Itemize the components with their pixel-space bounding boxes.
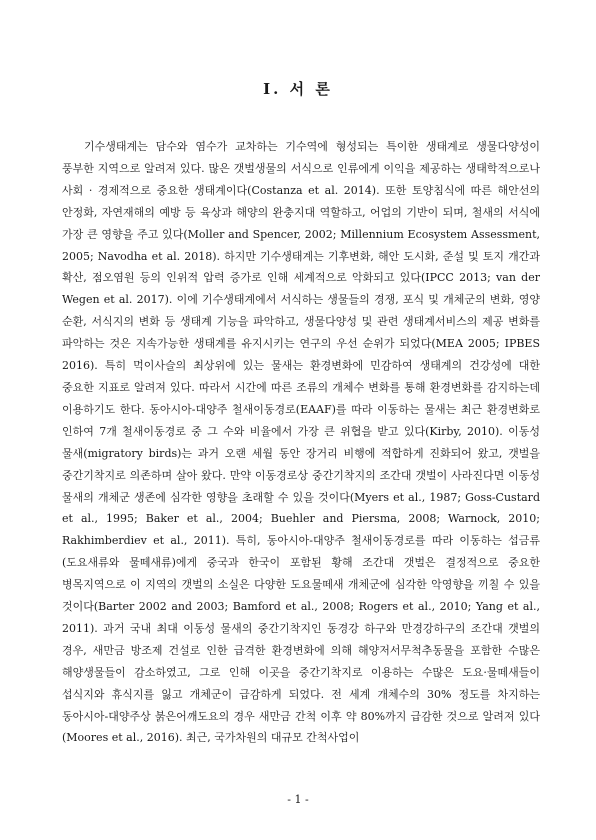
page-number: - 1 - bbox=[287, 793, 309, 806]
section-title: Ⅰ. 서 론 bbox=[263, 80, 333, 98]
body-paragraph: 기수생태계는 담수와 염수가 교차하는 기수역에 형성되는 특이한 생태계로 생물다양성이 풍부한 지역으로 알려져 있다. 많은 갯벌생물의 서식으로 인류에게 이익을 제공하는 생태학적으로나 사회 · 경제적으로 중요한 생태계이다(Costanza et al. 2014). 또한 토양침식에 따른 해안선의 안정화, 자연재해의 예방 등 육상과 해양의 완충지대 역할하고, 어업의 기반이 되며, 철새의 서식에 가장 큰 영향을 주고 있다(Moller and Spencer, 2002; Millennium Ecosystem Assessment, 2005; Navodha et al. 2018). 하지만 기수생태계는 기후변화, 해안 도시화, 준설 및 토지 개간과 확산, 점오염원 등의 인위적 압력 증가로 인해 세계적으로 악화되고 있다(IPCC 2013; van der Wegen et al. 2017). 이에 기수생태계에서 서식하는 생물들의 경쟁, 포식 및 개체군의 변화, 영양 순환, 서식지의 변화 등 생태계 기능을 파악하고, 생물다양성 및 관련 생태계서비스의 제공 변화를 파악하는 것은 지속가능한 생태계를 유지시키는 연구의 우선 순위가 되었다(MEA 2005; IPBES 2016). 특히 먹이사슬의 최상위에 있는 물새는 환경변화에 민감하여 생태계의 건강성에 대한 중요한 지표로 알려져 있다. 따라서 시간에 따른 조류의 개체수 변화를 통해 환경변화를 감지하는데 이용하기도 한다. 동아시아-대양주 철새이동경로(EAAF)를 따라 이동하는 물새는 최근 환경변화로 인하여 7개 철새이동경로 중 그 수와 비율에서 가장 큰 위협을 받고 있다(Kirby, 2010). 이동성 물새(migratory birds)는 과거 오랜 세월 동안 장거리 비행에 적합하게 진화되어 왔고, 갯벌을 중간기착지로 의존하며 살아 왔다. 만약 이동경로상 중간기착지의 조간대 갯벌이 사라진다면 이동성 물새의 개체군 생존에 심각한 영향을 초래할 수 있을 것이다(Myers et al., 1987; Goss-Custard et al., 1995; Baker et al., 2004; Buehler and Piersma, 2008; Warnock, 2010; Rakhimberdiev et al., 2011). 특히, 동아시아-대양주 철새이동경로를 따라 이동하는 섭금류(도요새류와 물떼새류)에게 중국과 한국이 포함된 황해 조간대 갯벌은 결정적으로 중요한 병목지역으로 이 지역의 갯벌의 소실은 다양한 도요물떼새 개체군에 심각한 악영향을 끼칠 수 있을 것이다(Barter 2002 and 2003; Bamford et al., 2008; Rogers et al., 2010; Yang et al., 2011). 과거 국내 최대 이동성 물새의 중간기착지인 동경강 하구와 만경강하구의 조간대 갯벌의 경우, 새만금 방조제 건설로 인한 급격한 환경변화에 의해 해양저서무척추동물을 포함한 수많은 해양생물들이 감소하였고, 그로 인해 이곳을 중간기착지로 이용하는 수많은 도요·물떼새들이 섭식지와 휴식지를 잃고 개체군이 급감하게 되었다. 전 세계 개체수의 30% 정도를 차지하는 동아시아-대양주상 붉은어깨도요의 경우 새만금 간척 이후 약 80%까지 급감한 것으로 알려져 있다(Moores et al., 2016). 최근, 국가차원의 대규모 간척사업이 bbox=[62, 140, 540, 745]
